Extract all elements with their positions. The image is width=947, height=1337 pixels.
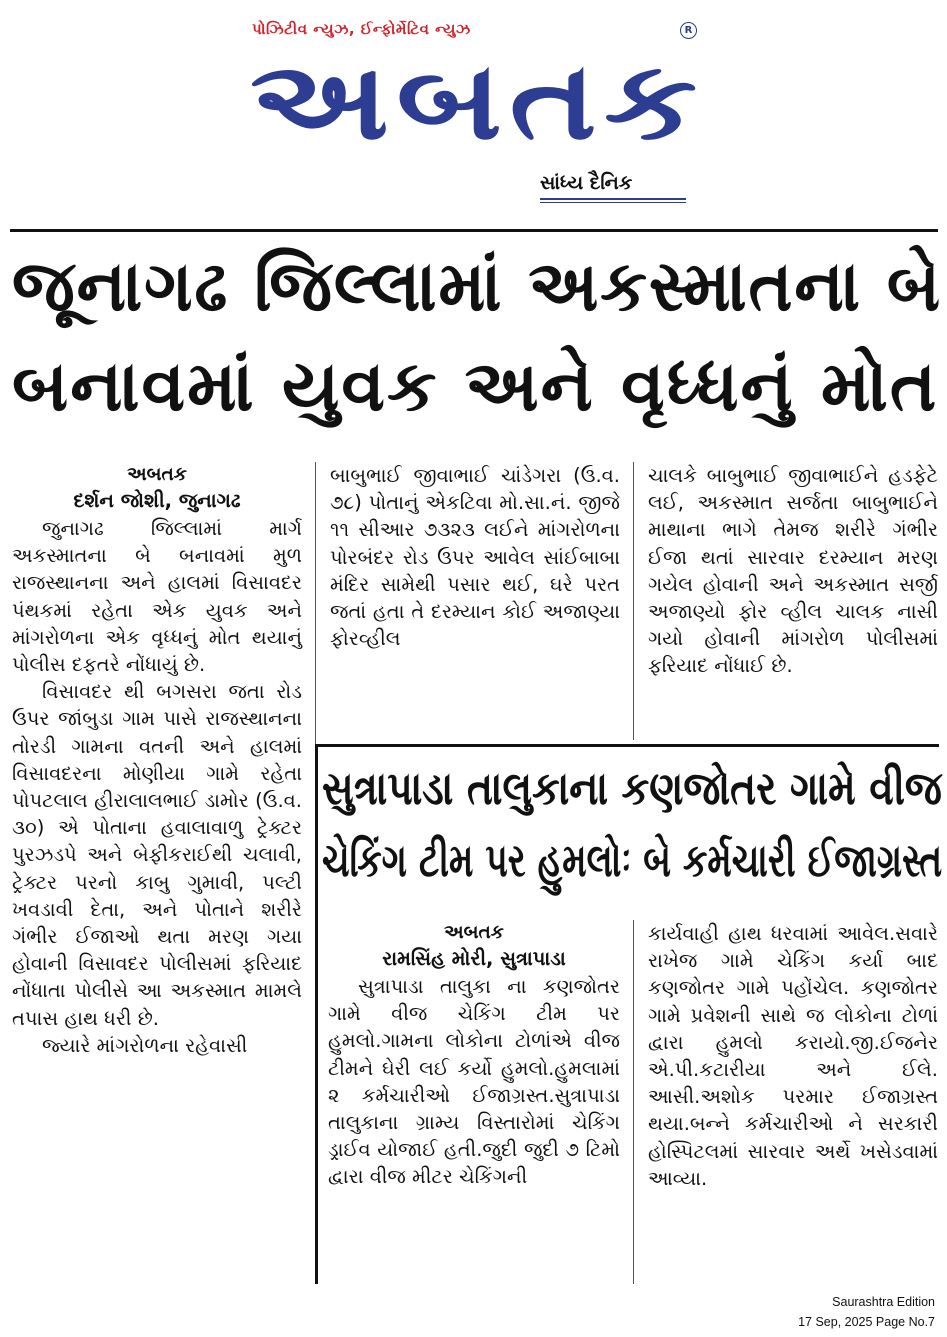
article2-headline (322, 752, 942, 896)
masthead-underline-thin (540, 202, 686, 203)
article1-column-2 (330, 462, 620, 652)
article2-headline-line2: ચેકિંગ ટીમ પર હુમલોઃ બે કર્મચારી ઈજાગ્રસ્ત (322, 833, 943, 887)
article1-column-1 (12, 462, 302, 1059)
article1-paragraph: વિસાવદર થી બગસરા જતા રોડ ઉપર જાંબુડા ગામ પાસે રાજસ્થાનના તોરડી ગામના વતની અને હાલમાં વિસાવદરના મોણીયા ગામે રહેતા પોપટલાલ હીરાલાલભાઈ ડામોર (ઉ.વ. ૩૦) એ પોતાના હવાલાવાળુ ટ્રેક્ટર પુરઝડપે અને બેફીકરાઈથી ચલાવી, ટ્રેક્ટર પરનો કાબુ ગુમાવી, પલ્ટી ખવડાવી દેતા, અને પોતાને શરીરે ગંભીર ઈજાઓ થતા મરણ ગયા હોવાની વિસાવદર પોલીસમાં ફરિયાદ નોંધાતા પોલીસે આ અકસ્માત મામલે તપાસ હાથ ધરી છે. (12, 680, 302, 1030)
article1-paragraph: ચાલકે બાબુભાઈ જીવાભાઈને હડફેટે લઈ, અકસ્માત સર્જતા બાબુભાઈને માથાના ભાગે તેમજ શરીરે ગંભીર ઈજા થતાં સારવાર દરમ્યાન મરણ ગયેલ હોવાની અને અકસ્માત સર્જી અજાણ્યો ફોર વ્હીલ ચાલક નાસી ગયો હોવાની માંગરોળ પોલીસમાં ફરિયાદ નોંધાઈ છે. (648, 464, 938, 678)
article2-box-left-border (315, 744, 318, 1284)
registered-mark-icon: R (680, 22, 697, 39)
article2-byline-source: અબતક (444, 922, 504, 943)
masthead-tagline: પોઝિટીવ ન્યુઝ, ઈન્ફોર્મેટિવ ન્યુઝ (252, 20, 471, 38)
edition-footer (798, 1292, 935, 1332)
article1-column-3 (648, 462, 938, 680)
newspaper-logo: અબતક (250, 39, 705, 164)
article2-box-top-border (315, 744, 939, 747)
column-divider (633, 462, 634, 740)
article1-paragraph: બાબુભાઈ જીવાભાઈ ચાંડેગરા (ઉ.વ. ૭૮) પોતાનું એકટિવા મો.સા.નં. જીજે ૧૧ સીઆર ૭૩૨૩ લઈને માંગરોળના પોરબંદર રોડ ઉપર આવેલ સાંઈબાબા મંદિર સામેથી પસાર થઈ, ઘરે પરત જતાં હતા તે દરમ્યાન કોઈ અજાણ્યા ફોરવ્હીલ (330, 464, 620, 651)
edition-name: Saurashtra Edition (832, 1295, 935, 1309)
article2-paragraph: કાર્યવાહી હાથ ધરવામાં આવેલ.સવારે રાખેજ ગામે ચેકિંગ કર્યા બાદ કણજોતર ગામે પહોંચેલ. કણજોતર ગામે પ્રવેશની સાથે જ લોકોના ટોળાં દ્વારા હુમલો કરાયો.જી.ઈજનેર એ.પી.કટારીયા અને ઈલે. આસી.અશોક પરમાર ઈજાગ્રસ્ત થયા.બન્ને કર્મચારીઓ ને સરકારી હોસ્પિટલમાં સારવાર અર્થે ખસેડવામાં આવ્યા. (648, 922, 938, 1190)
masthead (250, 18, 705, 208)
article1-paragraph: જુનાગઢ જિલ્લામાં માર્ગ અકસ્માતના બે બનાવમાં મુળ રાજસ્થાનના અને હાલમાં વિસાવદર પંથકમાં રહેતા એક યુવક અને માંગરોળના એક વૃધ્ધનું મોત થયાનું પોલીસ દફતરે નોંધાયું છે. (12, 517, 302, 677)
article1-byline-source: અબતક (127, 464, 187, 485)
article2-byline-author: રામસિંહ મોરી, સુત્રાપાડા (382, 947, 566, 970)
article2-paragraph: સુત્રાપાડા તાલુકા ના કણજોતર ગામે વીજ ચેકિંગ ટીમ પર હુમલો.ગામના લોકોના ટોળાંએ વીજ ટીમને ઘેરી લઈ કર્યો હુમલો.હુમલામાં ૨ કર્મચારીઓ ઈજાગ્રસ્ત.સુત્રાપાડા તાલુકાના ગ્રામ્ય વિસ્તારોમાં ચેકિંગ ડ્રાઈવ યોજાઈ હતી.જુદી જુદી ૭ ટિમો દ્વારા વીજ મીટર ચેકિંગની (328, 975, 620, 1189)
article1-paragraph: જ્યારે માંગરોળના રહેવાસી (42, 1033, 248, 1057)
article2-column-1 (328, 920, 620, 1191)
masthead-underline (540, 198, 686, 200)
column-divider (633, 920, 634, 1284)
article2-headline-line1: સુત્રાપાડા તાલુકાના કણજોતર ગામે વીજ (322, 761, 942, 815)
edition-date-page: 17 Sep, 2025 Page No.7 (798, 1315, 935, 1329)
header-divider (10, 229, 938, 232)
article1-headline (12, 236, 942, 436)
article2-column-2 (648, 920, 938, 1192)
article1-headline-line2: બનાવમાં યુવક અને વૃધ્ધનું મોત (12, 345, 939, 427)
article1-byline-author: દર્શન જોશી, જુનાગઢ (73, 489, 241, 512)
masthead-subtitle: સાંધ્ય દૈનિક (540, 172, 633, 194)
article1-headline-line1: જૂનાગઢ જિલ્લામાં અકસ્માતના બે (12, 245, 943, 327)
